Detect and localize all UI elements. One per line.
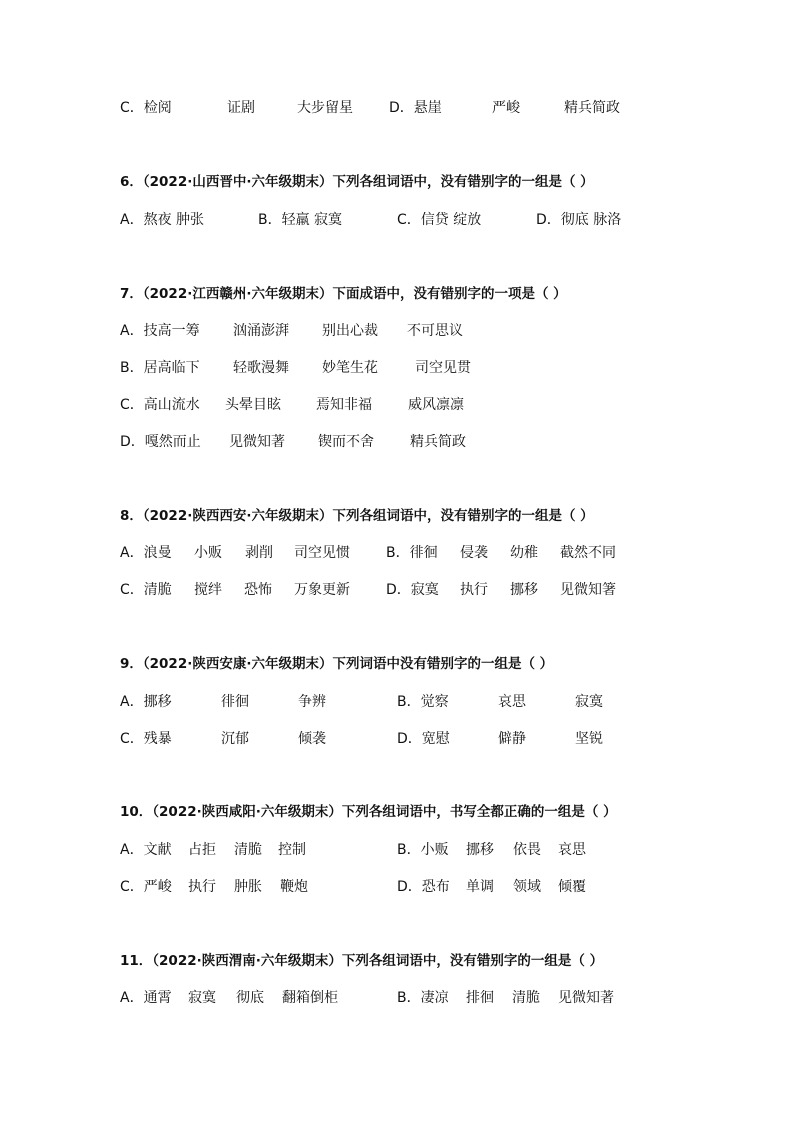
q8-b-word-2: 侵袭 — [460, 545, 488, 561]
q7-a-word-2: 汹涌澎湃 — [233, 323, 289, 339]
q10-a-word-1: A．文献 — [120, 842, 172, 858]
q7-c-word-3: 焉知非福 — [316, 397, 372, 413]
q10-options-line-2 — [0, 875, 794, 899]
q11-a-word-2: 寂寞 — [188, 990, 216, 1006]
q9-d-word-2: 僻静 — [498, 731, 526, 747]
q7-a-word-1: A．技高一筹 — [120, 323, 200, 339]
q8-options-line-2 — [0, 578, 794, 602]
q5-option-line-c — [0, 96, 794, 120]
q8-c-word-4: 万象更新 — [294, 582, 350, 598]
q9-c-word-1: C．残暴 — [120, 731, 172, 747]
q7-a-word-4: 不可思议 — [407, 323, 463, 339]
q10-c-word-2: 执行 — [188, 879, 216, 895]
q8-a-word-2: 小贩 — [194, 545, 222, 561]
q9-c-word-3: 倾袭 — [298, 731, 326, 747]
q11-title — [0, 949, 794, 973]
q8-title — [0, 504, 794, 528]
q8-c-word-3: 恐怖 — [244, 582, 272, 598]
q10-title-text: 10．（2022·陕西咸阳·六年级期末）下列各组词语中，书写全都正确的一组是（ ） — [120, 804, 617, 820]
q8-title-text: 8．（2022·陕西西安·六年级期末）下列各组词语中，没有错别字的一组是（ ） — [120, 508, 594, 524]
q5-d-word-1: D．悬崖 — [389, 100, 442, 116]
q9-a-word-1: A．挪移 — [120, 694, 172, 710]
q6-option-a: A．熬夜 肿张 — [120, 212, 205, 228]
q9-a-word-3: 争辨 — [298, 694, 326, 710]
q10-c-word-4: 鞭炮 — [280, 879, 308, 895]
q10-d-word-4: 倾覆 — [558, 879, 586, 895]
q6-options-line — [0, 208, 794, 232]
q7-b-word-3: 妙笔生花 — [322, 360, 378, 376]
q7-d-word-4: 精兵简政 — [410, 434, 466, 450]
q11-a-word-1: A．通霄 — [120, 990, 172, 1006]
q10-d-word-2: 单调 — [466, 879, 494, 895]
q8-d-word-3: 挪移 — [510, 582, 538, 598]
q11-b-word-4: 见微知著 — [558, 990, 614, 1006]
q7-b-word-1: B．居高临下 — [120, 360, 200, 376]
q7-a-word-3: 别出心裁 — [322, 323, 378, 339]
q9-d-word-3: 坚锐 — [575, 731, 603, 747]
q5-d-word-3: 精兵简政 — [564, 100, 620, 116]
q8-a-word-4: 司空见惯 — [294, 545, 350, 561]
q8-a-word-1: A．浪曼 — [120, 545, 172, 561]
q5-c-word-1: C．检阅 — [120, 100, 172, 116]
q8-c-word-1: C．清脆 — [120, 582, 172, 598]
q7-b-word-2: 轻歌漫舞 — [233, 360, 289, 376]
q9-b-word-1: B．觉察 — [397, 694, 449, 710]
q7-b-word-4: 司空见贯 — [415, 360, 471, 376]
q7-c-word-4: 威风凛凛 — [408, 397, 464, 413]
q9-d-word-1: D．宽慰 — [397, 731, 450, 747]
q8-b-word-3: 幼稚 — [510, 545, 538, 561]
q10-a-word-2: 占拒 — [188, 842, 216, 858]
q10-a-word-3: 清脆 — [234, 842, 262, 858]
q10-b-word-3: 依畏 — [513, 842, 541, 858]
q10-b-word-1: B．小贩 — [397, 842, 449, 858]
q7-option-c — [0, 393, 794, 417]
q10-options-line-1 — [0, 838, 794, 862]
q11-b-word-2: 排徊 — [466, 990, 494, 1006]
q9-c-word-2: 沉郁 — [221, 731, 249, 747]
q10-title — [0, 800, 794, 824]
q8-b-word-4: 截然不同 — [560, 545, 616, 561]
q8-a-word-3: 剥削 — [245, 545, 273, 561]
q8-options-line-1 — [0, 541, 794, 565]
q7-c-word-1: C．高山流水 — [120, 397, 200, 413]
q6-title-text: 6．（2022·山西晋中·六年级期末）下列各组词语中，没有错别字的一组是（ ） — [120, 174, 594, 190]
q10-b-word-2: 挪移 — [466, 842, 494, 858]
q8-d-word-1: D．寂寞 — [386, 582, 439, 598]
q9-b-word-3: 寂寞 — [575, 694, 603, 710]
q7-option-b — [0, 356, 794, 380]
q7-c-word-2: 头晕目眩 — [225, 397, 281, 413]
q10-c-word-3: 肿胀 — [234, 879, 262, 895]
q10-d-word-1: D．恐布 — [397, 879, 450, 895]
q10-c-word-1: C．严峻 — [120, 879, 172, 895]
q9-options-line-2 — [0, 727, 794, 751]
q7-d-word-2: 见微知著 — [229, 434, 285, 450]
q6-title — [0, 170, 794, 194]
q6-option-b: B．轻羸 寂寞 — [258, 212, 343, 228]
q8-d-word-2: 执行 — [460, 582, 488, 598]
q9-a-word-2: 徘徊 — [221, 694, 249, 710]
q7-title — [0, 282, 794, 306]
q10-a-word-4: 控制 — [278, 842, 306, 858]
q7-d-word-1: D．嘎然而止 — [120, 434, 201, 450]
q5-c-word-3: 大步留星 — [297, 100, 353, 116]
q10-b-word-4: 哀思 — [558, 842, 586, 858]
q11-b-word-1: B．凄凉 — [397, 990, 449, 1006]
q9-title-text: 9．（2022·陕西安康·六年级期末）下列词语中没有错别字的一组是（ ） — [120, 656, 554, 672]
q11-b-word-3: 清脆 — [512, 990, 540, 1006]
q8-d-word-4: 见微知箸 — [560, 582, 616, 598]
q6-option-d: D．彻底 脉洛 — [536, 212, 622, 228]
q9-title — [0, 652, 794, 676]
q6-option-c: C．信贷 绽放 — [397, 212, 482, 228]
q11-a-word-3: 彻底 — [236, 990, 264, 1006]
q11-title-text: 11．（2022·陕西渭南·六年级期末）下列各组词语中，没有错别字的一组是（ ） — [120, 953, 604, 969]
q11-a-word-4: 翻箱倒柜 — [282, 990, 338, 1006]
q7-d-word-3: 锲而不舍 — [318, 434, 374, 450]
q8-b-word-1: B．徘徊 — [386, 545, 438, 561]
q7-title-text: 7．（2022·江西赣州·六年级期末）下面成语中，没有错别字的一项是（ ） — [120, 286, 567, 302]
q10-d-word-3: 领域 — [513, 879, 541, 895]
q8-c-word-2: 搅绊 — [194, 582, 222, 598]
q5-c-word-2: 证剧 — [227, 100, 255, 116]
q5-d-word-2: 严峻 — [492, 100, 520, 116]
q9-options-line-1 — [0, 690, 794, 714]
q7-option-d — [0, 430, 794, 454]
q9-b-word-2: 哀思 — [498, 694, 526, 710]
q11-options-line-1 — [0, 986, 794, 1010]
q7-option-a — [0, 319, 794, 343]
